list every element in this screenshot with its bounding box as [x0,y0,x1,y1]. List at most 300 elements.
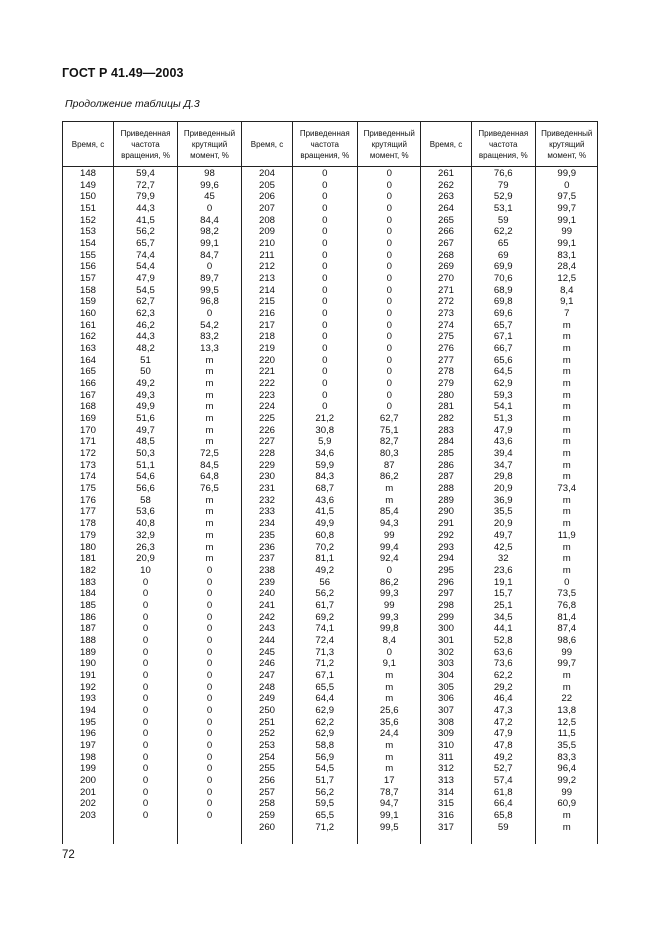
table-cell: m [562,448,571,460]
table-cell: 222 [258,378,275,390]
table-cell: 86,2 [379,576,399,588]
table-cell: m [205,436,214,448]
table-cell: 223 [258,389,275,401]
table-block-2 [241,122,421,844]
table-cell: 62,2 [493,669,513,681]
table-cell: 304 [437,669,454,681]
table-cell: 54,4 [136,261,155,273]
table-cell: 256 [258,774,275,786]
table-cell: 66,4 [493,798,513,810]
table-cell: 0 [142,716,149,728]
time-column [421,122,471,844]
column-values [242,168,292,833]
table-cell: m [205,541,214,553]
table-cell: 52,8 [493,634,513,646]
table-cell: 0 [322,191,328,203]
table-cell: 317 [437,821,454,833]
table-cell: 315 [437,798,454,810]
table-cell: 0 [206,774,213,786]
table-cell: m [205,506,214,518]
table-cell: 56,2 [315,588,335,600]
table-cell: 0 [386,191,392,203]
table-cell: 279 [437,378,454,390]
table-cell: 0 [386,203,392,215]
table-cell: 99 [561,786,573,798]
table-cell: 64,8 [200,471,219,483]
table-cell: 78,7 [379,786,399,798]
table-cell: 59,4 [136,168,155,179]
table-cell: 65,5 [315,809,335,821]
table-cell: 226 [258,424,275,436]
table-cell: 306 [437,693,454,705]
table-cell: 239 [258,576,275,588]
table-cell: 297 [437,588,454,600]
column-header-label: Приведенный крутящий момент, % [541,128,593,160]
table-cell: 0 [142,774,149,786]
table-cell: 291 [437,518,454,530]
column-header-label: Приведенный крутящий момент, % [183,128,236,160]
table-cell: 221 [258,366,275,378]
table-cell: 84,7 [200,249,219,261]
table-cell: 98,6 [557,634,577,646]
table-cell: 176 [79,494,96,506]
table-cell: m [385,483,394,495]
table-cell: 92,4 [379,553,399,565]
table-cell: 219 [258,343,275,355]
table-caption: Продолжение таблицы Д.3 [65,98,200,110]
table-cell: 0 [142,669,149,681]
table-cell: 273 [437,308,454,320]
column-values [63,168,113,822]
table-cell: 0 [322,389,328,401]
table-cell: 76,5 [200,483,219,495]
time-column [63,122,113,844]
column-values [536,168,599,833]
document-header: ГОСТ Р 41.49—2003 [62,66,184,80]
table-cell: 257 [258,786,275,798]
table-cell: 35,6 [379,716,399,728]
table-cell: 11,9 [557,529,576,541]
table-cell: m [205,424,214,436]
table-cell: 49,7 [493,529,513,541]
table-cell: 85,4 [379,506,399,518]
table-cell: m [562,401,571,413]
table-cell: 314 [437,786,454,798]
table-cell: 65 [497,238,509,250]
table-cell: 0 [386,366,392,378]
table-cell: 94,3 [379,518,399,530]
table-cell: 0 [386,249,392,261]
table-cell: 292 [437,529,454,541]
table-cell: 247 [258,669,275,681]
table-cell: 287 [437,471,454,483]
table-cell: 43,6 [493,436,513,448]
table-cell: 0 [142,623,149,635]
table-cell: 214 [258,284,275,296]
table-cell: 47,3 [493,704,513,716]
table-cell: 9,1 [382,658,396,670]
table-cell: 0 [322,284,328,296]
table-cell: 63,6 [493,646,513,658]
table-cell: m [562,553,571,565]
table-cell: 99,9 [557,168,577,179]
table-cell: 99,7 [557,658,577,670]
table-cell: 181 [79,553,96,565]
table-cell: 71,3 [315,646,335,658]
table-cell: 99,5 [379,821,399,833]
table-cell: m [205,378,214,390]
column-values [293,168,357,833]
table-cell: 186 [79,611,96,623]
table-cell: 312 [437,763,454,775]
table-cell: 47,8 [493,739,513,751]
table-cell: 99 [383,529,395,541]
table-cell: m [205,529,214,541]
table-cell: 99,2 [557,774,577,786]
table-cell: 20,9 [136,553,155,565]
table-cell: 0 [206,798,213,810]
table-cell: 0 [142,693,149,705]
table-cell: 61,7 [315,599,335,611]
table-cell: 51,7 [315,774,335,786]
table-cell: 271 [437,284,454,296]
table-cell: 296 [437,576,454,588]
table-cell: 0 [206,611,213,623]
column-header-label: Приведенная частота вращения, % [478,128,529,160]
table-cell: 86,2 [379,471,399,483]
table-cell: 313 [437,774,454,786]
table-cell: 68,9 [493,284,513,296]
table-cell: 159 [79,296,96,308]
table-cell: 218 [258,331,275,343]
table-cell: 171 [79,436,96,448]
table-cell: m [562,436,571,448]
table-cell: 241 [258,599,275,611]
table-cell: 99,7 [557,203,577,215]
table-cell: 276 [437,343,454,355]
table-cell: 62,2 [315,716,335,728]
column-values [421,168,471,833]
table-cell: m [205,413,214,425]
table-cell: 268 [437,249,454,261]
table-block-3 [420,122,598,844]
table-cell: 21,2 [315,413,335,425]
table-cell: 83,1 [557,249,577,261]
table-cell: m [562,809,571,821]
table-cell: 84,3 [315,471,335,483]
table-cell: 44,3 [136,331,155,343]
table-cell: 294 [437,553,454,565]
table-cell: 282 [437,413,454,425]
table-cell: 230 [258,471,275,483]
table-cell: 201 [79,786,96,798]
table-cell: 48,5 [136,436,155,448]
table-cell: 300 [437,623,454,635]
table-cell: 0 [386,284,392,296]
table-cell: 36,9 [493,494,513,506]
table-cell: 295 [437,564,454,576]
table-cell: 197 [79,739,96,751]
column-header [536,122,599,166]
table-cell: 99,1 [557,214,577,226]
table-cell: 59,5 [315,798,335,810]
table-cell: 182 [79,564,96,576]
table-cell: 210 [258,238,275,250]
table-cell: 12,5 [557,273,577,285]
table-cell: 254 [258,751,275,763]
table-cell: 42,5 [493,541,513,553]
table-cell: 0 [206,623,213,635]
table-cell: 213 [258,273,275,285]
table-cell: 50,3 [136,448,155,460]
table-cell: 0 [206,634,213,646]
table-cell: 40,8 [136,518,155,530]
table-cell: 167 [79,389,96,401]
table-cell: 69 [497,249,509,261]
table-cell: 72,7 [136,179,155,191]
table-cell: 177 [79,506,96,518]
table-cell: m [562,471,571,483]
table-cell: 0 [322,249,328,261]
table-cell: 242 [258,611,275,623]
table-cell: 0 [322,168,328,179]
table-cell: 51,6 [136,413,155,425]
table-cell: 65,5 [315,681,335,693]
table-cell: 0 [206,564,213,576]
table-cell: 224 [258,401,275,413]
table-cell: m [562,506,571,518]
table-cell: 204 [258,168,275,179]
table-cell: 69,8 [493,296,513,308]
column-header-label: Приведенная частота вращения, % [299,128,350,160]
table-cell: 44,3 [136,203,155,215]
table-cell: 290 [437,506,454,518]
table-cell: 99,5 [200,284,219,296]
table-cell: 59,3 [493,389,513,401]
table-cell: 0 [142,634,149,646]
table-cell: 283 [437,424,454,436]
table-cell: 0 [322,378,328,390]
column-header [358,122,422,166]
table-cell: 45 [204,191,215,203]
table-cell: 99,3 [379,588,399,600]
table-cell: 199 [79,763,96,775]
table-cell: 193 [79,693,96,705]
table-cell: 34,7 [493,459,513,471]
table-cell: 185 [79,599,96,611]
torque-column [535,122,599,844]
table-cell: 0 [206,308,213,320]
column-header [421,122,471,166]
table-cell: 7 [564,308,570,320]
table-cell: 150 [79,191,96,203]
table-cell: m [385,669,394,681]
table-cell: 0 [142,599,149,611]
table-cell: 280 [437,389,454,401]
table-cell: 0 [386,389,392,401]
table-cell: 54,1 [493,401,513,413]
table-cell: 275 [437,331,454,343]
table-cell: 83,2 [200,331,219,343]
table-cell: 208 [258,214,275,226]
table-cell: 54,6 [136,471,155,483]
table-cell: 0 [142,704,149,716]
table-cell: 0 [322,261,328,273]
table-cell: m [562,366,571,378]
table-cell: 72,5 [200,448,219,460]
table-cell: m [562,541,571,553]
table-cell: 69,2 [315,611,335,623]
table-cell: 269 [437,261,454,273]
table-cell: 0 [206,751,213,763]
table-cell: 0 [322,238,328,250]
table-cell: m [385,751,394,763]
table-cell: 250 [258,704,275,716]
table-cell: 5,9 [318,436,332,448]
table-cell: 305 [437,681,454,693]
table-cell: 195 [79,716,96,728]
table-cell: 59 [497,214,509,226]
table-cell: 270 [437,273,454,285]
table-cell: 149 [79,179,96,191]
column-header [63,122,113,166]
table-cell: 47,2 [493,716,513,728]
table-cell: 265 [437,214,454,226]
table-cell: 228 [258,448,275,460]
table-cell: 0 [322,214,328,226]
table-cell: 202 [79,798,96,810]
table-cell: 53,1 [493,203,513,215]
table-cell: m [385,763,394,775]
table-cell: 71,2 [315,821,335,833]
table-cell: 98,2 [200,226,219,238]
table-cell: m [385,681,394,693]
table-cell: 217 [258,319,275,331]
table-cell: 0 [322,319,328,331]
table-cell: 41,5 [136,214,155,226]
table-cell: 43,6 [315,494,335,506]
table-cell: 302 [437,646,454,658]
table-cell: 0 [386,401,392,413]
table-cell: 0 [206,728,213,740]
table-cell: 73,5 [557,588,577,600]
table-cell: m [385,739,394,751]
table-cell: m [205,354,214,366]
column-header [178,122,241,166]
table-cell: 277 [437,354,454,366]
table-cell: 229 [258,459,275,471]
table-block-1 [63,122,241,844]
table-cell: 160 [79,308,96,320]
table-cell: 79,9 [136,191,155,203]
column-header [472,122,535,166]
table-cell: 0 [322,354,328,366]
table-cell: m [562,821,571,833]
table-cell: 52,7 [493,763,513,775]
table-cell: 175 [79,483,96,495]
table-cell: 46,2 [136,319,155,331]
table-cell: 60,8 [315,529,335,541]
table-cell: 248 [258,681,275,693]
table-cell: 64,5 [493,366,513,378]
table-cell: m [205,494,214,506]
table-cell: 99,8 [379,623,399,635]
table-cell: 62,9 [315,704,335,716]
table-cell: 48,2 [136,343,155,355]
table-cell: 50 [140,366,151,378]
table-cell: 47,9 [493,424,513,436]
table-cell: 0 [142,588,149,600]
table-cell: 164 [79,354,96,366]
table-cell: 299 [437,611,454,623]
table-cell: 0 [142,681,149,693]
table-cell: 39,4 [493,448,513,460]
table-cell: m [562,518,571,530]
table-cell: 49,2 [493,751,513,763]
table-cell: 49,3 [136,389,155,401]
table-cell: 245 [258,646,275,658]
table-cell: 0 [142,751,149,763]
table-cell: 252 [258,728,275,740]
table-cell: 58 [140,494,151,506]
table-cell: 58,8 [315,739,335,751]
table-cell: 155 [79,249,96,261]
table-cell: 293 [437,541,454,553]
table-cell: 35,5 [557,739,577,751]
column-header-label: Время, с [250,139,284,149]
table-cell: 267 [437,238,454,250]
table-cell: 310 [437,739,454,751]
table-cell: 65,7 [136,238,155,250]
table-cell: 11,5 [557,728,576,740]
table-cell: 97,5 [557,191,577,203]
table-cell: 168 [79,401,96,413]
table-cell: 203 [79,809,96,821]
table-cell: 188 [79,634,96,646]
table-cell: 32,9 [136,529,155,541]
table-cell: 49,9 [315,518,335,530]
table-cell: 84,4 [200,214,219,226]
table-cell: 81,4 [557,611,577,623]
table-cell: 0 [386,214,392,226]
table-cell: 200 [79,774,96,786]
table-cell: 205 [258,179,275,191]
table-cell: 0 [206,716,213,728]
table-cell: 0 [142,763,149,775]
table-cell: 0 [142,646,149,658]
table-cell: 0 [322,273,328,285]
table-cell: 76,6 [493,168,513,179]
table-cell: 23,6 [493,564,513,576]
table-cell: 99 [561,226,573,238]
table-cell: 152 [79,214,96,226]
table-cell: 73,4 [557,483,577,495]
table-cell: 0 [322,296,328,308]
table-cell: 67,1 [493,331,513,343]
table-cell: 56,2 [315,786,335,798]
table-cell: 44,1 [493,623,513,635]
column-values [178,168,241,822]
table-cell: 19,1 [493,576,513,588]
time-column [242,122,292,844]
table-cell: 0 [206,576,213,588]
table-cell: 94,7 [379,798,399,810]
table-cell: 0 [322,179,328,191]
table-cell: 0 [206,786,213,798]
table-cell: 0 [206,669,213,681]
table-cell: 0 [206,599,213,611]
table-cell: 72,4 [315,634,335,646]
